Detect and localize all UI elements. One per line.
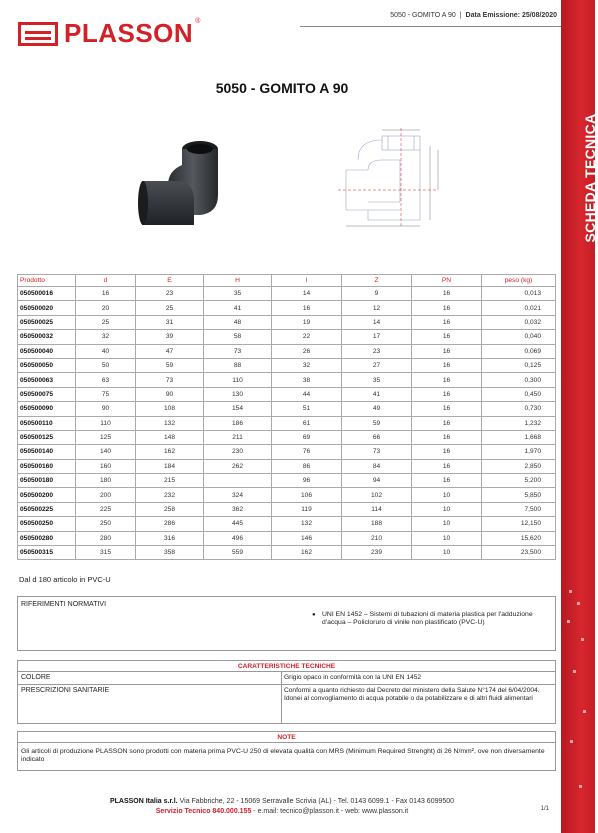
- table-cell: 44: [272, 387, 342, 401]
- table-cell: 106: [272, 488, 342, 502]
- table-header-row: [18, 275, 556, 287]
- side-band-pattern: [565, 580, 589, 800]
- header-code-title: 5050 - GOMITO A 90: [390, 12, 456, 19]
- table-cell: 315: [76, 546, 136, 560]
- table-cell: 19: [272, 315, 342, 329]
- table-cell: 63: [76, 373, 136, 387]
- table-cell: 16: [412, 301, 482, 315]
- table-cell: 49: [342, 402, 412, 416]
- table-cell: 10: [412, 488, 482, 502]
- table-cell: 23,500: [482, 546, 556, 560]
- table-cell: 050500180: [18, 474, 76, 488]
- table-cell: 32: [272, 358, 342, 372]
- col-h: H: [204, 275, 272, 287]
- table-cell: 10: [412, 502, 482, 516]
- table-cell: 050500250: [18, 517, 76, 531]
- table-cell: 16: [412, 416, 482, 430]
- table-cell: 32: [76, 330, 136, 344]
- table-cell: 050500075: [18, 387, 76, 401]
- riferimenti-item: ● UNI EN 1452 – Sistemi di tubazioni di materia plastica per l'adduzione d'acqua – Policloruro di vinile non plastificato (PVC-U): [312, 611, 542, 628]
- table-cell: 96: [272, 474, 342, 488]
- table-cell: 41: [342, 387, 412, 401]
- plasson-logo-icon: [18, 22, 58, 46]
- table-cell: 0,125: [482, 358, 556, 372]
- table-cell: 186: [204, 416, 272, 430]
- table-cell: 050500040: [18, 344, 76, 358]
- table-row: [18, 315, 556, 329]
- table-cell: 35: [342, 373, 412, 387]
- table-row: [18, 373, 556, 387]
- table-cell: 51: [272, 402, 342, 416]
- table-cell: 050500280: [18, 531, 76, 545]
- table-cell: 16: [272, 301, 342, 315]
- table-cell: 050500160: [18, 459, 76, 473]
- table-cell: 22: [272, 330, 342, 344]
- table-cell: 59: [342, 416, 412, 430]
- table-cell: 90: [76, 402, 136, 416]
- col-prodotto: Prodotto: [18, 275, 76, 287]
- col-peso: peso (kg): [482, 275, 556, 287]
- table-row: [18, 287, 556, 301]
- plasson-logo: [18, 18, 200, 49]
- col-z: Z: [342, 275, 412, 287]
- table-cell: 86: [272, 459, 342, 473]
- header-issue-date: Data Emissione: 25/08/2020: [465, 12, 557, 19]
- table-cell: 16: [412, 358, 482, 372]
- table-cell: 58: [204, 330, 272, 344]
- side-label: SCHEDA TECNICA: [582, 113, 598, 243]
- table-cell: 050500200: [18, 488, 76, 502]
- table-cell: 75: [76, 387, 136, 401]
- table-cell: 84: [342, 459, 412, 473]
- table-cell: 102: [342, 488, 412, 502]
- table-cell: 9: [342, 287, 412, 301]
- table-cell: 31: [136, 315, 204, 329]
- table-cell: 162: [136, 445, 204, 459]
- table-cell: 132: [136, 416, 204, 430]
- table-cell: 358: [136, 546, 204, 560]
- table-cell: 25: [76, 315, 136, 329]
- table-cell: 12: [342, 301, 412, 315]
- table-cell: 211: [204, 430, 272, 444]
- table-cell: 050500016: [18, 287, 76, 301]
- table-cell: [204, 474, 272, 488]
- table-cell: 362: [204, 502, 272, 516]
- table-row: [18, 474, 556, 488]
- pvc-note: Dal d 180 articolo in PVC-U: [19, 575, 111, 584]
- caratteristiche-key: COLORE: [21, 674, 51, 681]
- table-cell: 7,500: [482, 502, 556, 516]
- caratteristiche-row-prescrizioni: [18, 685, 555, 725]
- table-cell: 140: [76, 445, 136, 459]
- table-cell: 61: [272, 416, 342, 430]
- table-cell: 148: [136, 430, 204, 444]
- table-cell: 38: [272, 373, 342, 387]
- table-cell: 73: [136, 373, 204, 387]
- table-cell: 14: [272, 287, 342, 301]
- table-cell: 050500025: [18, 315, 76, 329]
- table-cell: 119: [272, 502, 342, 516]
- document-header: [390, 12, 557, 19]
- table-cell: 47: [136, 344, 204, 358]
- table-cell: 110: [204, 373, 272, 387]
- table-cell: 160: [76, 459, 136, 473]
- table-cell: 050500125: [18, 430, 76, 444]
- header-rule: [300, 26, 565, 27]
- table-row: [18, 344, 556, 358]
- footer-company: PLASSON Italia s.r.l.: [109, 798, 178, 805]
- table-cell: 66: [342, 430, 412, 444]
- table-cell: 050500063: [18, 373, 76, 387]
- table-cell: 41: [204, 301, 272, 315]
- table-cell: 16: [412, 402, 482, 416]
- table-cell: 15,620: [482, 531, 556, 545]
- page-number: 1/1: [540, 806, 549, 812]
- table-row: [18, 430, 556, 444]
- table-cell: 280: [76, 531, 136, 545]
- table-cell: 225: [76, 502, 136, 516]
- table-cell: 16: [76, 287, 136, 301]
- table-cell: 200: [76, 488, 136, 502]
- table-row: [18, 445, 556, 459]
- dimensions-table: [17, 274, 556, 560]
- elbow-product-image: [138, 135, 228, 235]
- caratteristiche-key: PRESCRIZIONI SANITARIE: [21, 687, 110, 694]
- table-cell: 108: [136, 402, 204, 416]
- table-cell: 5,200: [482, 474, 556, 488]
- table-cell: 210: [342, 531, 412, 545]
- table-cell: 20: [76, 301, 136, 315]
- table-cell: 250: [76, 517, 136, 531]
- table-cell: 050500315: [18, 546, 76, 560]
- header-separator: |: [459, 12, 462, 19]
- table-cell: 23: [136, 287, 204, 301]
- table-cell: 154: [204, 402, 272, 416]
- table-cell: 16: [412, 430, 482, 444]
- table-cell: 16: [412, 344, 482, 358]
- riferimenti-label: RIFERIMENTI NORMATIVI: [21, 601, 107, 608]
- table-cell: 59: [136, 358, 204, 372]
- table-row: [18, 517, 556, 531]
- caratteristiche-row-colore: [18, 672, 555, 685]
- table-cell: 184: [136, 459, 204, 473]
- table-cell: 1,668: [482, 430, 556, 444]
- note-header: NOTE: [18, 732, 555, 743]
- table-cell: 1,232: [482, 416, 556, 430]
- table-cell: 16: [412, 474, 482, 488]
- table-cell: 12,150: [482, 517, 556, 531]
- table-cell: 27: [342, 358, 412, 372]
- table-cell: 10: [412, 517, 482, 531]
- col-d: d: [76, 275, 136, 287]
- caratteristiche-value: Conformi a quanto richiesto dal Decreto del ministero della Salute N°174 del 6/04/2004. Idonei al convogliamento di acqua potabile o da potabilizzare e di altri fluidi alimentari: [284, 687, 540, 702]
- table-cell: 69: [272, 430, 342, 444]
- table-cell: 17: [342, 330, 412, 344]
- table-cell: 050500050: [18, 358, 76, 372]
- table-cell: 324: [204, 488, 272, 502]
- table-cell: 132: [272, 517, 342, 531]
- table-cell: 73: [204, 344, 272, 358]
- caratteristiche-value: Grigio opaco in conformità con la UNI EN 1452: [284, 674, 422, 681]
- table-cell: 48: [204, 315, 272, 329]
- table-cell: 16: [412, 287, 482, 301]
- table-cell: 25: [136, 301, 204, 315]
- table-cell: 39: [136, 330, 204, 344]
- riferimenti-normativi-box: [17, 596, 556, 651]
- table-cell: 0,069: [482, 344, 556, 358]
- table-cell: 16: [412, 445, 482, 459]
- table-cell: 16: [412, 373, 482, 387]
- table-cell: 5,850: [482, 488, 556, 502]
- table-cell: 050500090: [18, 402, 76, 416]
- table-cell: 232: [136, 488, 204, 502]
- col-pn: PN: [412, 275, 482, 287]
- table-cell: 16: [412, 330, 482, 344]
- table-cell: 180: [76, 474, 136, 488]
- footer-address: Via Fabbriche, 22 - 15069 Serravalle Scrivia (AL) - Tel. 0143 6099.1 - Fax 0143 6099500: [179, 798, 455, 805]
- table-cell: 50: [76, 358, 136, 372]
- table-cell: 258: [136, 502, 204, 516]
- table-cell: 16: [412, 315, 482, 329]
- table-cell: 35: [204, 287, 272, 301]
- table-cell: 110: [76, 416, 136, 430]
- table-cell: 050500020: [18, 301, 76, 315]
- table-row: [18, 330, 556, 344]
- table-cell: 16: [412, 387, 482, 401]
- col-e: E: [136, 275, 204, 287]
- table-cell: 125: [76, 430, 136, 444]
- table-cell: 90: [136, 387, 204, 401]
- table-cell: 445: [204, 517, 272, 531]
- col-i: I: [272, 275, 342, 287]
- table-row: [18, 402, 556, 416]
- note-box: [17, 731, 556, 771]
- footer-service: Servizio Tecnico 840.000.155: [155, 808, 252, 815]
- table-cell: 73: [342, 445, 412, 459]
- table-row: [18, 531, 556, 545]
- table-cell: 40: [76, 344, 136, 358]
- table-cell: 0,300: [482, 373, 556, 387]
- table-cell: 23: [342, 344, 412, 358]
- caratteristiche-header: CARATTERISTICHE TECNICHE: [18, 661, 555, 672]
- table-cell: 0,021: [482, 301, 556, 315]
- brand-name: PLASSON: [64, 18, 194, 48]
- table-cell: 16: [412, 459, 482, 473]
- table-cell: 0,040: [482, 330, 556, 344]
- table-cell: 146: [272, 531, 342, 545]
- table-cell: 88: [204, 358, 272, 372]
- table-cell: 316: [136, 531, 204, 545]
- table-cell: 496: [204, 531, 272, 545]
- page-title: 5050 - GOMITO A 90: [215, 80, 349, 96]
- table-cell: 0,730: [482, 402, 556, 416]
- table-cell: 188: [342, 517, 412, 531]
- table-row: [18, 416, 556, 430]
- table-row: [18, 502, 556, 516]
- registered-mark: ®: [195, 18, 201, 25]
- table-row: [18, 301, 556, 315]
- table-cell: 239: [342, 546, 412, 560]
- table-cell: 162: [272, 546, 342, 560]
- table-cell: 14: [342, 315, 412, 329]
- table-cell: 286: [136, 517, 204, 531]
- table-cell: 050500225: [18, 502, 76, 516]
- table-cell: 050500032: [18, 330, 76, 344]
- table-cell: 10: [412, 531, 482, 545]
- table-cell: 215: [136, 474, 204, 488]
- caratteristiche-tecniche-box: [17, 660, 556, 724]
- table-cell: 130: [204, 387, 272, 401]
- table-cell: 262: [204, 459, 272, 473]
- elbow-technical-drawing: [338, 124, 448, 234]
- table-cell: 2,850: [482, 459, 556, 473]
- table-row: [18, 459, 556, 473]
- table-cell: 10: [412, 546, 482, 560]
- table-cell: 050500110: [18, 416, 76, 430]
- table-cell: 0,450: [482, 387, 556, 401]
- footer-contacts: - e.mail: tecnico@plasson.it - web: www.plasson.it: [253, 808, 409, 815]
- table-cell: 0,032: [482, 315, 556, 329]
- table-cell: 0,013: [482, 287, 556, 301]
- table-cell: 1,970: [482, 445, 556, 459]
- table-cell: 26: [272, 344, 342, 358]
- table-row: [18, 358, 556, 372]
- footer: [0, 797, 564, 817]
- table-cell: 230: [204, 445, 272, 459]
- table-cell: 114: [342, 502, 412, 516]
- table-cell: 76: [272, 445, 342, 459]
- table-row: [18, 488, 556, 502]
- table-row: [18, 387, 556, 401]
- table-row: [18, 546, 556, 560]
- note-text: Gli articoli di produzione PLASSON sono prodotti con materia prima PVC-U 250 di elevata qualità con MRS (Minimum Required Strenght) di 26 N/mm², ove non diversamente indicato: [21, 748, 545, 764]
- table-cell: 050500140: [18, 445, 76, 459]
- table-cell: 94: [342, 474, 412, 488]
- table-cell: 559: [204, 546, 272, 560]
